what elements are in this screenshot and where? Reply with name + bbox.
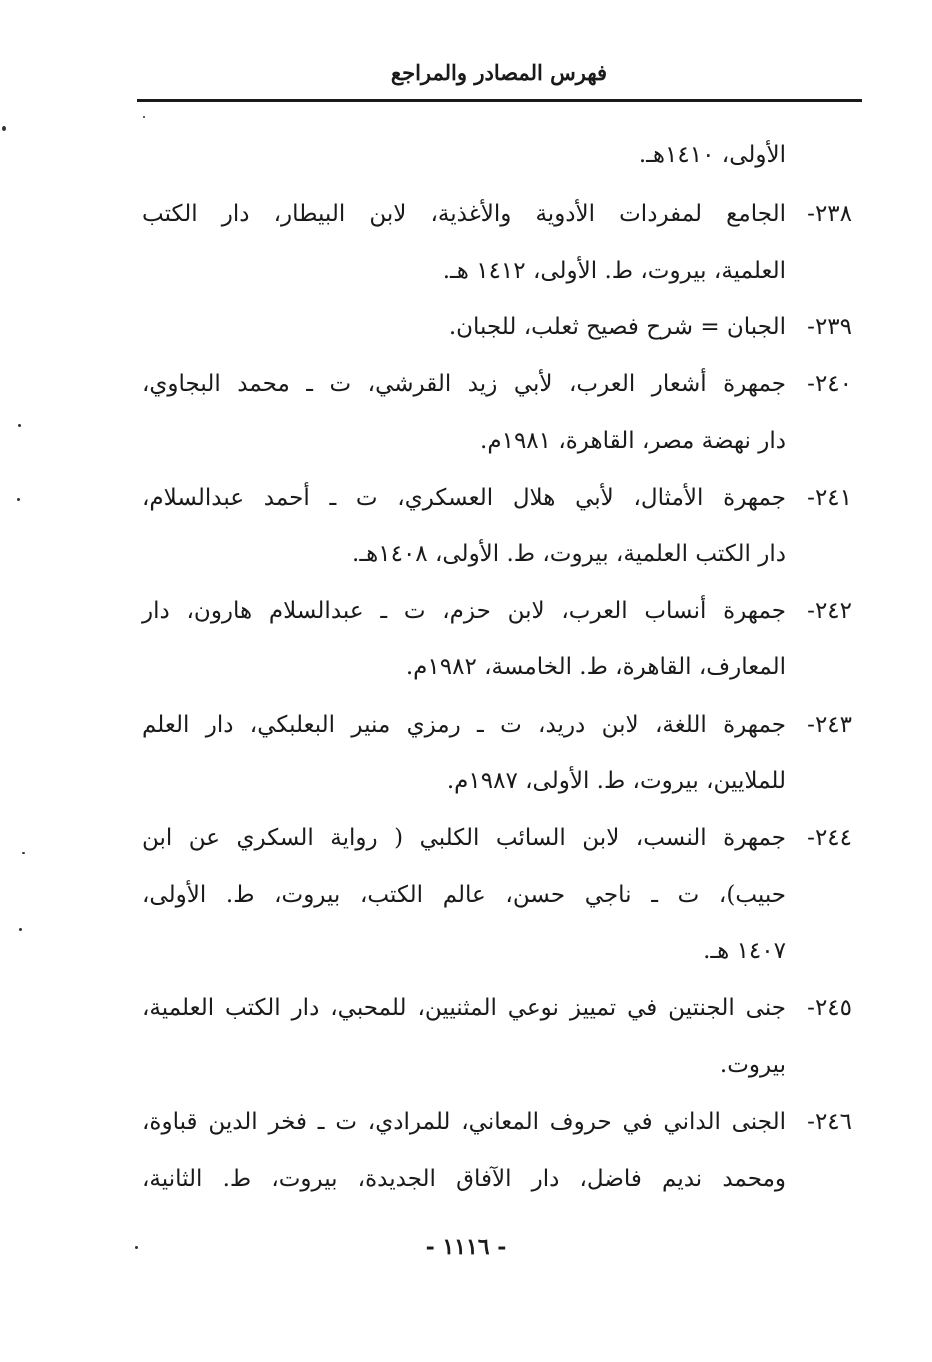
scan-speck xyxy=(22,852,25,854)
entry-238-line-1: ٢٣٨-الجامع لمفردات الأدوية والأغذية، لابن البيطار، دار الكتب xyxy=(142,185,852,243)
running-header-title: فهرس المصادر والمراجع xyxy=(390,60,608,85)
entry-240-line-1: ٢٤٠-جمهرة أشعار العرب، لأبي زيد القرشي، ت ـ محمد البجاوي، xyxy=(142,355,852,413)
scan-speck xyxy=(143,116,145,118)
entry-245-line-2: بيروت. xyxy=(719,1052,786,1078)
page-number: - ١١١٦ - xyxy=(425,1234,507,1260)
entry-246-line-2: ومحمد نديم فاضل، دار الآفاق الجديدة، بيروت، ط. الثانية، xyxy=(142,1166,786,1192)
scan-speck xyxy=(19,928,22,931)
continuation-line: الأولى، ١٤١٠هـ. xyxy=(638,142,786,168)
entry-239-line-1: ٢٣٩-الجبان = شرح فصيح ثعلب، للجبان. xyxy=(449,298,852,356)
entry-number: ٢٤٢- xyxy=(807,598,852,624)
scan-speck xyxy=(2,126,6,131)
entry-240-line-2: دار نهضة مصر، القاهرة، ١٩٨١م. xyxy=(480,428,786,454)
entry-number: ٢٣٩- xyxy=(807,314,852,340)
entry-242-line-1: ٢٤٢-جمهرة أنساب العرب، لابن حزم، ت ـ عبدالسلام هارون، دار xyxy=(142,582,852,640)
entry-242-line-2: المعارف، القاهرة، ط. الخامسة، ١٩٨٢م. xyxy=(405,654,786,680)
entry-245-line-1: ٢٤٥-جنى الجنتين في تمييز نوعي المثنيين، للمحبي، دار الكتب العلمية، xyxy=(142,979,852,1037)
header-rule xyxy=(137,99,862,102)
entry-number: ٢٤٣- xyxy=(807,712,852,738)
entry-number: ٢٣٨- xyxy=(807,201,852,227)
entry-243-line-1: ٢٤٣-جمهرة اللغة، لابن دريد، ت ـ رمزي منير البعلبكي، دار العلم xyxy=(142,696,852,754)
entry-number: ٢٤٥- xyxy=(807,995,852,1021)
scan-speck xyxy=(18,424,21,427)
entry-number: ٢٤٦- xyxy=(807,1109,852,1135)
entry-241-line-1: ٢٤١-جمهرة الأمثال، لأبي هلال العسكري، ت ـ أحمد عبدالسلام، xyxy=(142,469,852,527)
entry-number: ٢٤٠- xyxy=(807,371,852,397)
entry-243-line-2: للملايين، بيروت، ط. الأولى، ١٩٨٧م. xyxy=(446,768,786,794)
entry-241-line-2: دار الكتب العلمية، بيروت، ط. الأولى، ١٤٠٨هـ. xyxy=(352,541,786,567)
entry-246-line-1: ٢٤٦-الجنى الداني في حروف المعاني، للمرادي، ت ـ فخر الدين قباوة، xyxy=(142,1093,852,1151)
scan-speck xyxy=(17,498,20,501)
entry-number: ٢٤٤- xyxy=(807,825,852,851)
scan-speck xyxy=(135,1246,138,1249)
entry-244-line-3: ١٤٠٧ هـ. xyxy=(703,938,786,964)
entry-238-line-2: العلمية، بيروت، ط. الأولى، ١٤١٢ هـ. xyxy=(442,258,786,284)
entry-244-line-1: ٢٤٤-جمهرة النسب، لابن السائب الكلبي ( رواية السكري عن ابن xyxy=(142,809,852,867)
entry-number: ٢٤١- xyxy=(807,485,852,511)
entry-244-line-2: حبيب)، ت ـ ناجي حسن، عالم الكتب، بيروت، ط. الأولى، xyxy=(142,882,786,908)
